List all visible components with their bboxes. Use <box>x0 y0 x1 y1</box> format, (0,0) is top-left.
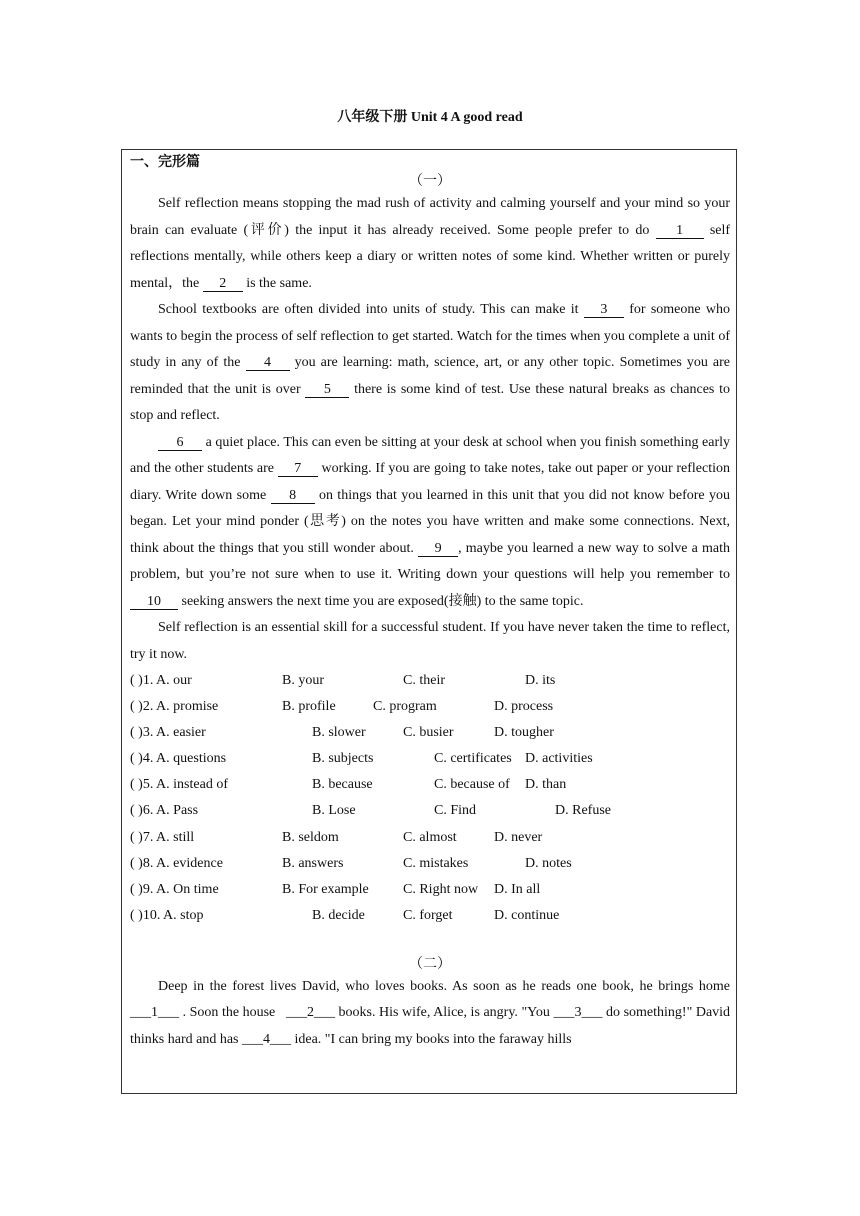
option-d: D. In all <box>494 881 541 897</box>
passage-two-paragraph <box>130 974 730 1054</box>
blank-4: ___4___ <box>241 1031 291 1047</box>
text: is the same. <box>246 275 312 291</box>
question-stem: ( )2. A. promise <box>130 699 219 715</box>
text: , maybe you learned a new way to solve a math problem, but you’re not sure when to use it. Writing down your questions will help you remember to <box>130 540 730 582</box>
exercise-content <box>130 153 730 1053</box>
text: a quiet place. This can even be sitting at your desk at school when you finish something early and the other students are <box>130 434 731 476</box>
page-title: 八年级下册 Unit 4 A good read <box>337 110 523 125</box>
part-two-label: （二） <box>409 956 451 972</box>
option-b: B. Lose <box>312 803 356 819</box>
blank-4: 4 <box>246 356 290 371</box>
option-d: D. Refuse <box>555 803 611 819</box>
text: seeking answers the next time you are exposed(接触) to the same topic. <box>181 593 584 609</box>
option-c: C. because of <box>434 777 510 793</box>
passage-paragraph-3 <box>130 430 730 616</box>
text: Deep in the forest lives David, who loves books. As soon as he reads one book, he brings home <box>158 978 730 994</box>
text: on things that you learned in this unit that you did not know before you began. Let your mind ponder (思考) on the notes you have written and make some connections. Next, think about the things that you still wonder about. <box>130 487 731 556</box>
option-b: B. your <box>282 673 324 688</box>
option-b: B. For example <box>282 881 369 897</box>
passage-paragraph-4: Self reflection is an essential skill for a successful student. If you have never taken the time to reflect, try it now. <box>130 620 730 662</box>
question-row <box>130 720 730 746</box>
blank-1: 1 <box>656 224 704 239</box>
blank-7: 7 <box>278 462 318 477</box>
question-stem: ( )8. A. evidence <box>130 855 223 871</box>
question-stem: ( )10. A. stop <box>130 907 204 923</box>
text: do something!" David thinks hard and has <box>130 1005 731 1047</box>
question-stem: ( )9. A. On time <box>130 881 219 897</box>
passage-paragraph-1 <box>130 191 730 297</box>
option-b: B. subjects <box>312 751 374 767</box>
question-row <box>130 746 730 772</box>
option-c: C. busier <box>403 725 454 741</box>
option-c: C. almost <box>403 829 457 845</box>
option-b: B. decide <box>312 907 365 923</box>
option-c: C. Find <box>434 803 477 819</box>
question-row <box>130 903 730 929</box>
question-row <box>130 772 730 798</box>
blank-2: ___2___ <box>285 1005 335 1021</box>
text: books. His wife, Alice, is angry. "You <box>338 1005 550 1021</box>
text: self reflections mentally, while others keep a diary or written notes of some kind. Whether written or purely mental，the <box>130 222 731 291</box>
option-d: D. its <box>525 673 556 688</box>
text: School textbooks are often divided into units of study. This can make it <box>158 302 579 317</box>
blank-10: 10 <box>130 595 178 610</box>
option-d: D. tougher <box>494 725 554 741</box>
question-stem: ( )7. A. still <box>130 829 195 845</box>
option-c: C. Right now <box>403 881 479 897</box>
blank-8: 8 <box>271 489 315 504</box>
exercise-box <box>121 149 737 1094</box>
text: idea. "I can bring my books into the faraway hills <box>294 1031 572 1047</box>
option-b: B. because <box>312 777 373 793</box>
text: Self reflection means stopping the mad rush of activity and calming yourself and your mind so your brain can evaluate (评价) the input it has already received. Some people prefer to do <box>130 196 730 238</box>
text: . Soon the house <box>182 1005 276 1021</box>
question-row <box>130 668 730 694</box>
option-d: D. continue <box>494 907 560 923</box>
question-list <box>130 668 730 929</box>
option-c: C. forget <box>403 907 453 923</box>
question-row <box>130 851 730 877</box>
question-stem: ( )6. A. Pass <box>130 803 199 819</box>
question-stem: ( )3. A. easier <box>130 725 206 741</box>
blank-1: ___1___ <box>130 1005 179 1021</box>
question-stem: ( )1. A. our <box>130 673 192 688</box>
option-b: B. seldom <box>282 829 339 845</box>
question-row <box>130 825 730 851</box>
option-c: C. their <box>403 673 445 688</box>
blank-3: 3 <box>584 303 624 318</box>
blank-5: 5 <box>305 383 349 398</box>
text: for someone who wants to begin the process of self reflection to get started. Watch for the times when you complete a unit of study in any of the <box>130 302 731 370</box>
section-heading: 一、完形篇 <box>130 155 200 170</box>
option-d: D. never <box>494 829 543 845</box>
option-d: D. activities <box>525 751 593 767</box>
blank-2: 2 <box>203 277 243 292</box>
option-b: B. answers <box>282 855 344 871</box>
option-d: D. notes <box>525 855 572 871</box>
text: you are learning: math, science, art, or any other topic. Sometimes you are reminded that the unit is over <box>130 355 730 397</box>
blank-6: 6 <box>158 436 202 451</box>
question-row <box>130 694 730 720</box>
part-one-label: （一） <box>409 174 451 189</box>
blank-9: 9 <box>418 542 458 557</box>
question-stem: ( )4. A. questions <box>130 751 227 767</box>
spacer <box>130 929 730 956</box>
text: there is some kind of test. Use these natural breaks as chances to stop and reflect. <box>130 381 730 423</box>
option-b: B. slower <box>312 725 366 741</box>
option-c: C. certificates <box>434 751 512 767</box>
option-d: D. process <box>494 699 554 715</box>
text: working. If you are going to take notes, take out paper or your reflection diary. Write down some <box>130 461 730 503</box>
option-b: B. profile <box>282 699 336 715</box>
option-d: D. than <box>525 777 567 793</box>
blank-3: ___3___ <box>553 1005 603 1021</box>
passage-paragraph-2 <box>130 297 730 430</box>
question-stem: ( )5. A. instead of <box>130 777 228 793</box>
option-c: C. mistakes <box>403 855 469 871</box>
question-row <box>130 798 730 824</box>
option-c: C. program <box>373 699 437 715</box>
question-row <box>130 877 730 903</box>
